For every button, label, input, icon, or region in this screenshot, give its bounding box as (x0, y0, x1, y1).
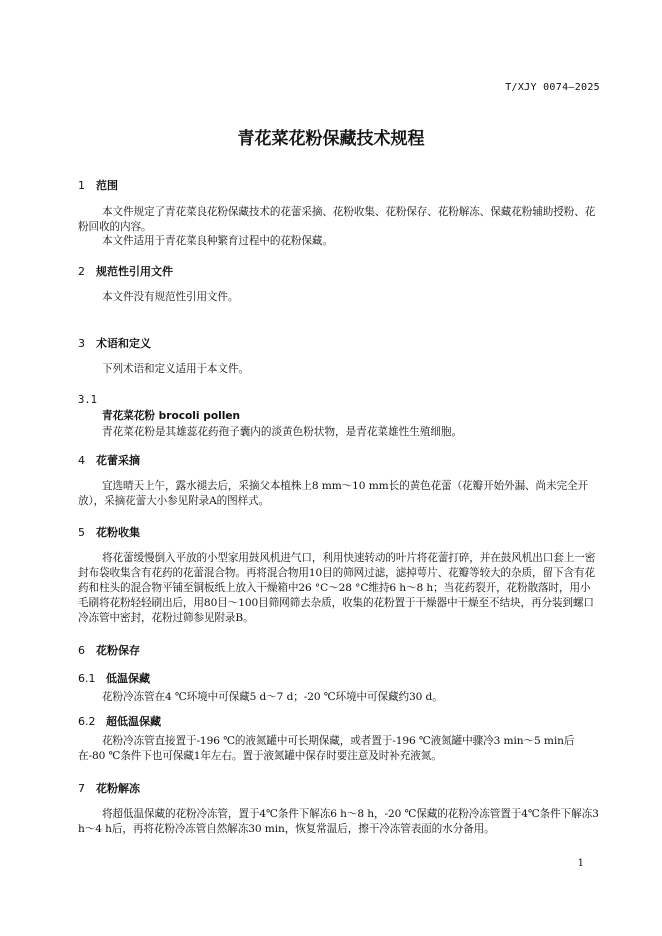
subsection-number: 6.1 (78, 672, 96, 685)
section-title: 术语和定义 (96, 337, 151, 350)
paragraph: 本文件没有规范性引用文件。 (102, 291, 239, 303)
page-title: 青花菜花粉保藏技术规程 (237, 129, 425, 149)
section-number: 4 (78, 454, 85, 467)
section-number: 6 (78, 644, 85, 657)
paragraph: 花粉冷冻管在4 ℃环境中可保藏5 d～7 d；-20 ℃环境中可保藏约30 d。 (102, 691, 443, 703)
subsection-heading-6-2 (78, 713, 161, 729)
subsection-heading-6-1 (78, 670, 150, 686)
term-definition: 青花菜花粉是其雄蕊花药孢子囊内的淡黄色粉状物，是青花菜雄性生殖细胞。 (102, 426, 463, 438)
section-number: 7 (78, 782, 85, 795)
page-number: 1 (577, 858, 584, 869)
paragraph: 将超低温保藏的花粉冷冻管，置于4℃条件下解冻6 h～8 h，-20 ℃保藏的花粉冷冻管置于4℃条件下解冻3 h～4 h后，再将花粉冷冻管自然解冻30 min，恢复常温后，擦干冷冻管表面的水分备用。 (78, 808, 599, 835)
section-heading-5 (78, 524, 140, 540)
section-title: 规范性引用文件 (96, 265, 173, 278)
term-name: 青花菜花粉 brocoli pollen (102, 410, 241, 422)
section-title: 范围 (96, 179, 118, 192)
section-number: 3 (78, 337, 85, 350)
section-heading-3 (78, 335, 151, 351)
section-heading-7 (78, 780, 140, 796)
document-number: T/XJY 0074—2025 (505, 82, 600, 93)
section-number: 5 (78, 526, 85, 539)
term-number: 3.1 (78, 394, 97, 406)
section-heading-6 (78, 642, 140, 658)
section-number: 1 (78, 179, 85, 192)
subsection-number: 6.2 (78, 715, 96, 728)
section-title: 花粉保存 (96, 644, 140, 657)
paragraph: 下列术语和定义适用于本文件。 (102, 363, 249, 375)
section-heading-4 (78, 452, 140, 468)
paragraph: 花粉冷冻管直接置于-196 ℃的液氮罐中可长期保藏，或者置于-196 ℃液氮罐中骤冷3 min～5 min后在-80 ℃条件下也可保藏1年左右。置于液氮罐中保存时要注意及时补充液氮。 (78, 735, 575, 762)
section-title: 花粉解冻 (96, 782, 140, 795)
subsection-title: 超低温保藏 (106, 715, 161, 728)
paragraph: 宜选晴天上午，露水褪去后，采摘父本植株上8 mm～10 mm长的黄色花蕾（花瓣开始外漏、尚未完全开放），采摘花蕾大小参见附录A的图样式。 (78, 480, 588, 507)
paragraph: 本文件适用于青花菜良种繁育过程中的花粉保藏。 (102, 235, 333, 247)
subsection-title: 低温保藏 (106, 672, 150, 685)
section-number: 2 (78, 265, 85, 278)
paragraph: 将花蕾缓慢倒入平放的小型家用鼓风机进气口，利用快速转动的叶片将花蕾打碎，并在鼓风机出口套上一密封布袋收集含有花药的花蕾混合物。再将混合物用10目的筛网过滤，滤掉萼片、花瓣等较大的杂质，留下含有花药和柱头的混合物平铺至铜板纸上放入干燥箱中26 °C～28 °C维持6 h～8 h；当花药裂开，花粉散落时，用小毛刷将花粉轻轻刷出后，用80目～100目筛网筛去杂质，收集的花粉置于干燥器中干燥至不结块，再分装到螺口冷冻管中密封，花粉过筛参见附录B。 (78, 552, 596, 624)
section-title: 花蕾采摘 (96, 454, 140, 467)
paragraph: 本文件规定了青花菜良花粉保藏技术的花蕾采摘、花粉收集、花粉保存、花粉解冻、保藏花粉辅助授粉、花粉回收的内容。 (78, 206, 596, 233)
section-title: 花粉收集 (96, 526, 140, 539)
section-heading-2 (78, 263, 173, 279)
section-heading-1 (78, 177, 118, 193)
